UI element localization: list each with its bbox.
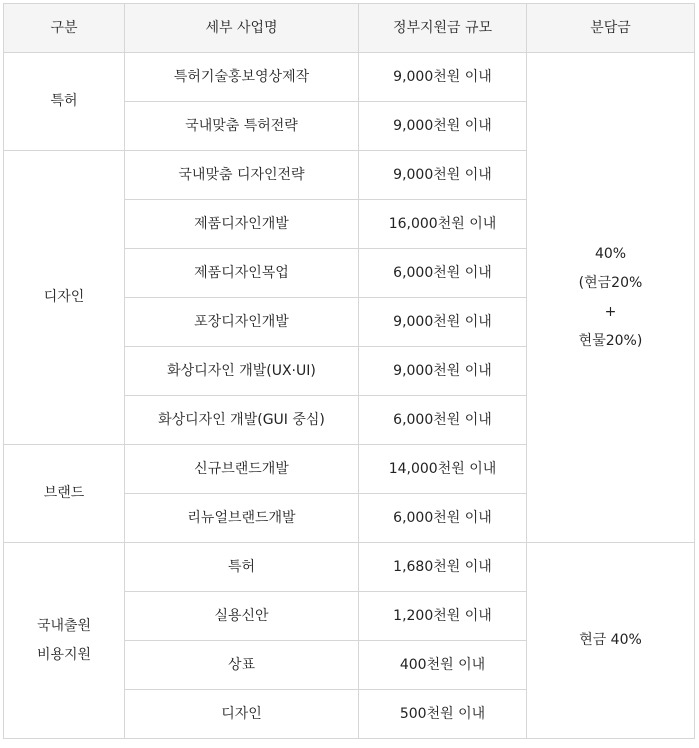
cost-share-cell-filing: [527, 543, 695, 739]
grant-amount-cell: 14,000천원 이내: [359, 445, 527, 494]
program-name-cell: 화상디자인 개발(GUI 중심): [125, 396, 359, 445]
cost-share-line: (현금20%: [578, 274, 643, 291]
header-category: 구분: [4, 4, 125, 53]
grant-amount-cell: 400천원 이내: [359, 641, 527, 690]
cost-share-line: 현물20%): [578, 332, 643, 349]
grant-amount-cell: 6,000천원 이내: [359, 494, 527, 543]
cost-share-cell-main: [527, 53, 695, 543]
program-name-cell: 특허기술홍보영상제작: [125, 53, 359, 102]
grant-amount-cell: 16,000천원 이내: [359, 200, 527, 249]
cost-share-line: 현금 40%: [579, 632, 642, 648]
program-name-cell: 신규브랜드개발: [125, 445, 359, 494]
grant-amount-cell: 9,000천원 이내: [359, 53, 527, 102]
category-label: 특허: [50, 93, 78, 109]
program-name-cell: 리뉴얼브랜드개발: [125, 494, 359, 543]
grant-amount-cell: 6,000천원 이내: [359, 249, 527, 298]
category-label: 디자인: [43, 289, 85, 305]
grant-amount-cell: 6,000천원 이내: [359, 396, 527, 445]
grant-amount-cell: 9,000천원 이내: [359, 298, 527, 347]
program-name-cell: 디자인: [125, 690, 359, 739]
category-cell-design: [4, 151, 125, 445]
category-cell-domestic-filing: [4, 543, 125, 739]
program-name-cell: 제품디자인개발: [125, 200, 359, 249]
program-name-cell: 상표: [125, 641, 359, 690]
program-name-cell: 특허: [125, 543, 359, 592]
header-cost-share: 분담금: [527, 4, 695, 53]
cost-share-line: 40%: [594, 245, 627, 262]
category-cell-patent: [4, 53, 125, 151]
program-name-cell: 국내맞춤 디자인전략: [125, 151, 359, 200]
program-name-cell: 제품디자인목업: [125, 249, 359, 298]
grant-amount-cell: 9,000천원 이내: [359, 102, 527, 151]
program-name-cell: 국내맞춤 특허전략: [125, 102, 359, 151]
program-name-cell: 포장디자인개발: [125, 298, 359, 347]
header-grant-amount: 정부지원금 규모: [359, 4, 527, 53]
category-label: 국내출원: [36, 617, 92, 634]
grant-amount-cell: 1,680천원 이내: [359, 543, 527, 592]
category-label: 브랜드: [43, 485, 85, 501]
table-header-row: [4, 4, 695, 53]
support-table: [3, 3, 695, 739]
header-program-name: 세부 사업명: [125, 4, 359, 53]
program-name-cell: 화상디자인 개발(UX·UI): [125, 347, 359, 396]
table-row: [4, 543, 695, 592]
category-cell-brand: [4, 445, 125, 543]
cost-share-line: +: [604, 303, 617, 320]
program-name-cell: 실용신안: [125, 592, 359, 641]
grant-amount-cell: 9,000천원 이내: [359, 151, 527, 200]
grant-amount-cell: 500천원 이내: [359, 690, 527, 739]
table-row: [4, 53, 695, 102]
grant-amount-cell: 1,200천원 이내: [359, 592, 527, 641]
category-label: 비용지원: [36, 646, 92, 663]
grant-amount-cell: 9,000천원 이내: [359, 347, 527, 396]
